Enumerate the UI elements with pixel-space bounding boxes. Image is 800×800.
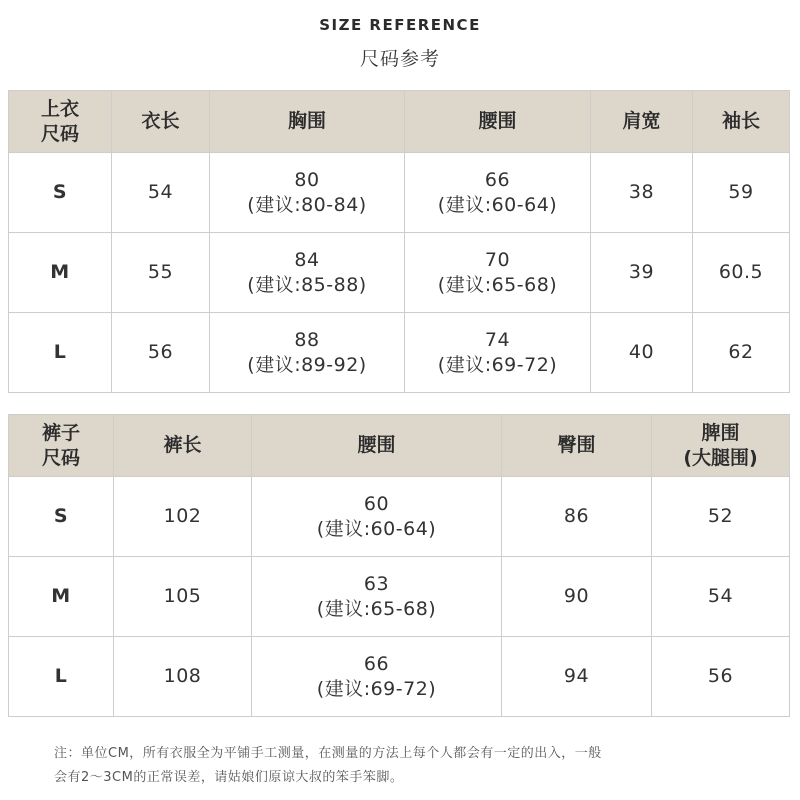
waist-cell [252,557,502,637]
waist-cell [405,233,591,313]
top-header-length: 衣长 [112,91,210,153]
top-header-chest: 胸围 [210,91,405,153]
waist-value: 70 [484,248,511,271]
chest-cell [210,313,405,393]
table-row [9,233,790,313]
bottom-header-size-line1: 裤子 [41,421,80,444]
table-row [9,637,790,717]
chest-suggestion: (建议:85-88) [247,273,367,296]
size-cell: L [9,637,114,717]
bottom-header-length: 裤长 [114,415,252,477]
table-row [9,313,790,393]
size-cell: S [9,477,114,557]
hip-cell: 94 [502,637,652,717]
sleeve-cell: 62 [693,313,790,393]
table-row [9,557,790,637]
top-header-size-line2: 尺码 [40,122,79,145]
chest-cell [210,153,405,233]
size-cell: M [9,233,112,313]
thigh-cell: 54 [652,557,790,637]
thigh-cell: 56 [652,637,790,717]
chest-suggestion: (建议:80-84) [247,193,367,216]
top-header-sleeve: 袖长 [693,91,790,153]
waist-suggestion: (建议:65-68) [437,273,558,296]
hip-cell: 90 [502,557,652,637]
length-cell: 56 [112,313,210,393]
bottom-header-waist: 腰围 [252,415,502,477]
waist-cell [405,153,591,233]
waist-value: 60 [363,492,390,515]
size-cell: L [9,313,112,393]
top-header-waist: 腰围 [405,91,591,153]
title-english: SIZE REFERENCE [319,16,481,34]
top-header-size-line1: 上衣 [40,97,79,120]
bottom-header-thigh [652,415,790,477]
bottom-header-row [9,415,790,477]
top-size-table [8,90,790,393]
chest-suggestion: (建议:89-92) [247,353,367,376]
title-chinese: 尺码参考 [359,48,440,70]
bottom-header-thigh-line1: 脾围 [701,421,740,444]
waist-cell [405,313,591,393]
size-cell: S [9,153,112,233]
waist-suggestion: (建议:69-72) [437,353,558,376]
chest-cell [210,233,405,313]
measurement-note [54,742,774,790]
table-row [9,477,790,557]
bottom-header-thigh-line2: (大腿围) [683,446,758,469]
chest-value: 84 [294,248,320,271]
length-cell: 54 [112,153,210,233]
waist-value: 66 [363,652,390,675]
hip-cell: 86 [502,477,652,557]
waist-value: 74 [484,328,511,351]
sleeve-cell: 59 [693,153,790,233]
size-cell: M [9,557,114,637]
shoulder-cell: 40 [591,313,693,393]
chest-value: 88 [294,328,320,351]
length-cell: 102 [114,477,252,557]
chest-value: 80 [294,168,320,191]
length-cell: 55 [112,233,210,313]
top-header-size [9,91,112,153]
note-line-2: 会有2～3CM的正常误差，请姑娘们原谅大叔的笨手笨脚。 [54,770,404,785]
waist-value: 66 [484,168,511,191]
waist-cell [252,637,502,717]
waist-suggestion: (建议:60-64) [316,517,437,540]
sleeve-cell: 60.5 [693,233,790,313]
waist-suggestion: (建议:69-72) [316,677,437,700]
waist-suggestion: (建议:65-68) [316,597,437,620]
bottom-header-size-line2: 尺码 [41,446,80,469]
length-cell: 105 [114,557,252,637]
bottom-header-hip: 臀围 [502,415,652,477]
bottom-size-table [8,414,790,717]
table-row [9,153,790,233]
length-cell: 108 [114,637,252,717]
note-line-1: 注：单位CM，所有衣服全为平铺手工测量，在测量的方法上每个人都会有一定的出入，一般 [54,746,602,761]
waist-suggestion: (建议:60-64) [437,193,558,216]
shoulder-cell: 39 [591,233,693,313]
bottom-header-size [9,415,114,477]
shoulder-cell: 38 [591,153,693,233]
top-header-row [9,91,790,153]
top-header-shoulder: 肩宽 [591,91,693,153]
thigh-cell: 52 [652,477,790,557]
waist-value: 63 [363,572,390,595]
waist-cell [252,477,502,557]
